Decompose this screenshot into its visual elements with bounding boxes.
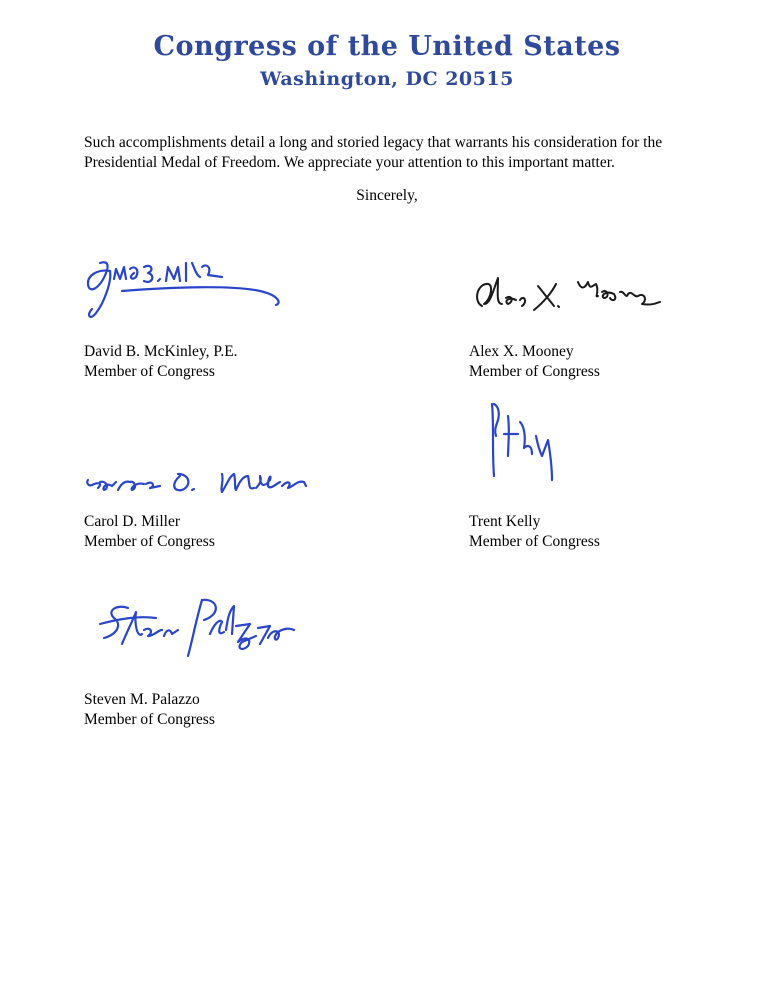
signer-block [84, 690, 215, 730]
signer-name: Carol D. Miller [84, 513, 180, 530]
letterhead-subtitle: Washington, DC 20515 [260, 68, 514, 90]
signer-name: Steven M. Palazzo [84, 691, 200, 708]
signature-mckinley [82, 255, 287, 325]
closing: Sincerely, [356, 187, 418, 204]
signature-kelly [478, 396, 588, 486]
signer-block [469, 342, 600, 382]
signer-name: David B. McKinley, P.E. [84, 343, 238, 360]
signer-block [84, 342, 238, 382]
signer-name: Trent Kelly [469, 513, 541, 530]
signer-name: Alex X. Mooney [469, 343, 574, 360]
signature-miller [84, 462, 314, 502]
body-line: Such accomplishments detail a long and storied legacy that warrants his consideration for the [84, 134, 663, 151]
signer-title: Member of Congress [84, 533, 215, 550]
letter-body [84, 133, 704, 173]
signature-mooney [468, 272, 668, 322]
signer-title: Member of Congress [469, 533, 600, 550]
signer-title: Member of Congress [84, 711, 215, 728]
letterhead-title: Congress of the United States [153, 31, 621, 62]
signer-title: Member of Congress [469, 363, 600, 380]
signer-title: Member of Congress [84, 363, 215, 380]
signature-palazzo [92, 594, 302, 666]
signer-block [469, 512, 600, 552]
signer-block [84, 512, 215, 552]
body-line: Presidential Medal of Freedom. We appreciate your attention to this important matter. [84, 154, 615, 171]
